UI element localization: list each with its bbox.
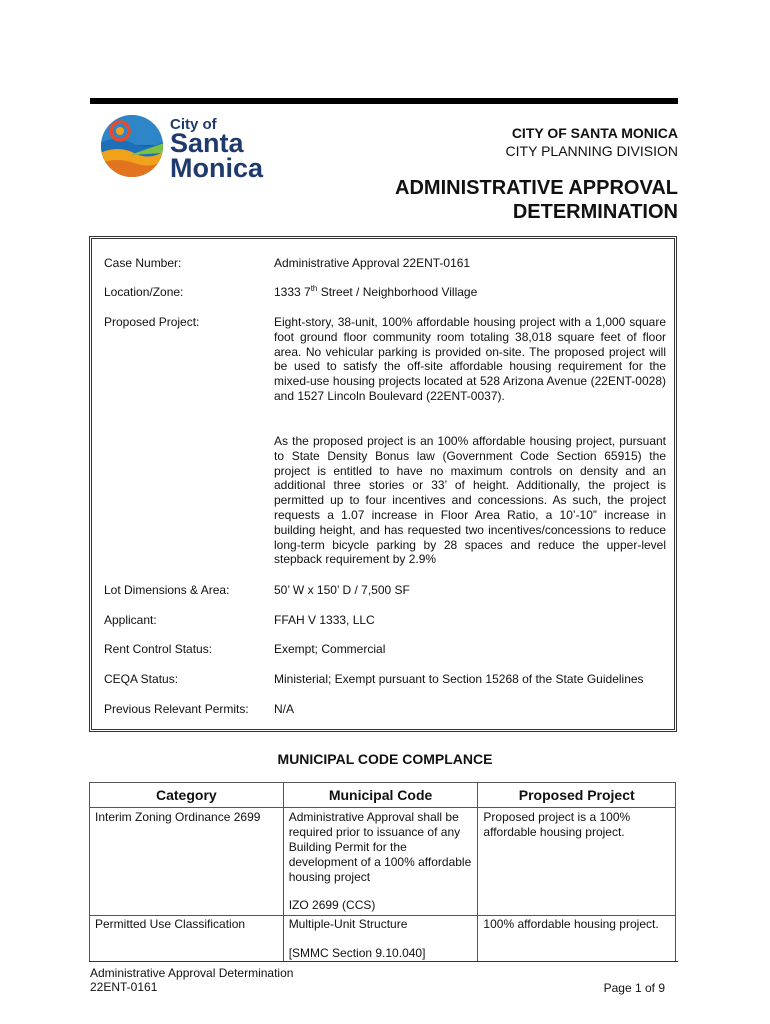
footer-rule <box>89 961 678 962</box>
logo-city-of: City of <box>170 116 217 133</box>
case-number-label: Case Number: <box>104 256 182 270</box>
document-title <box>395 176 678 224</box>
title-line-1: ADMINISTRATIVE APPROVAL <box>395 177 678 199</box>
location-number: 1333 7 <box>274 285 311 299</box>
lot-value: 50’ W x 150’ D / 7,500 SF <box>274 583 410 597</box>
municipal-code-heading: MUNICIPAL CODE COMPLANCE <box>277 751 493 767</box>
division-name: CITY PLANNING DIVISION <box>505 143 678 159</box>
header-rule <box>90 98 678 104</box>
city-logo <box>100 113 270 185</box>
logo-monica: Monica <box>170 153 264 183</box>
row2-category: Permitted Use Classification <box>95 917 246 931</box>
logo-santa: Santa <box>170 128 244 158</box>
column-header-proposed-project: Proposed Project <box>478 783 676 808</box>
table-cell-project <box>478 808 676 916</box>
previous-permits-value: N/A <box>274 702 295 716</box>
table-row <box>90 916 676 962</box>
title-line-2: DETERMINATION <box>512 201 678 223</box>
footer-document-info <box>90 966 293 994</box>
table-header-row <box>90 783 676 808</box>
row1-code-text: Administrative Approval shall be required prior to issuance of any Building Permit for the development of a 100% affordable housing project <box>288 810 472 884</box>
lot-label: Lot Dimensions & Area: <box>104 583 230 597</box>
agency-name: CITY OF SANTA MONICA <box>511 125 678 141</box>
row1-code-reference: IZO 2699 (CCS) <box>288 898 376 912</box>
footer-document-name: Administrative Approval Determination <box>90 966 294 980</box>
table-row <box>90 808 676 916</box>
applicant-value: FFAH V 1333, LLC <box>274 613 375 627</box>
rent-control-value: Exempt; Commercial <box>274 642 386 656</box>
row2-code-text: Multiple-Unit Structure <box>288 917 408 931</box>
table-cell-category <box>90 808 284 916</box>
table-cell-code <box>283 916 478 962</box>
municipal-code-table <box>89 782 676 961</box>
column-header-category: Category <box>90 783 284 808</box>
ceqa-label: CEQA Status: <box>104 672 179 686</box>
case-number-value: Administrative Approval 22ENT-0161 <box>274 256 471 270</box>
row1-project: Proposed project is a 100% affordable housing project. <box>483 810 631 839</box>
rent-control-label: Rent Control Status: <box>104 642 213 656</box>
row2-project: 100% affordable housing project. <box>483 917 659 931</box>
table-cell-code <box>283 808 478 916</box>
table-cell-category <box>90 916 284 962</box>
location-suffix: th <box>310 284 318 293</box>
row1-category: Interim Zoning Ordinance 2699 <box>95 810 261 824</box>
proposed-project-label: Proposed Project: <box>104 315 200 329</box>
table-cell-project <box>478 916 676 962</box>
density-bonus-description: As the proposed project is an 100% affordable housing project, pursuant to State Density Bonus law (Government Code Section 65915) the project is entitled to have no maximum controls on density and an additional three stories or 33’ of height. Additionally, the project is permitted up to four incentives and concessions. As such, the project requests a 1.07 increase in Floor Area Ratio, a 10’-10” increase in building height, and has requested two incentives/concessions to reduce long-term bicycle parking by 28 spaces and reduce the upper-level stepback requirement by 2.9% <box>274 434 666 567</box>
location-label: Location/Zone: <box>104 285 184 299</box>
footer-document-number: 22ENT-0161 <box>90 980 158 994</box>
column-header-municipal-code: Municipal Code <box>283 783 478 808</box>
ceqa-value: Ministerial; Exempt pursuant to Section 15268 of the State Guidelines <box>274 672 644 686</box>
location-street: Street / Neighborhood Village <box>317 285 478 299</box>
project-info-box <box>89 236 677 732</box>
row2-code-reference: [SMMC Section 9.10.040] <box>288 946 426 960</box>
santa-monica-emblem-icon <box>100 113 164 179</box>
applicant-label: Applicant: <box>104 613 157 627</box>
location-value <box>274 285 666 300</box>
page-number: Page 1 of 9 <box>603 981 665 995</box>
agency-block <box>506 124 678 160</box>
proposed-project-description: Eight-story, 38-unit, 100% affordable housing project with a 1,000 square foot ground floor community room totaling 38,018 square feet of floor area. No vehicular parking is provided on-site. The proposed project will be used to satisfy the off-site affordable housing requirement for the mixed-use housing projects located at 528 Arizona Avenue (22ENT-0028) and 1527 Lincoln Boulevard (22ENT-0037). <box>274 315 666 403</box>
previous-permits-label: Previous Relevant Permits: <box>104 702 249 716</box>
